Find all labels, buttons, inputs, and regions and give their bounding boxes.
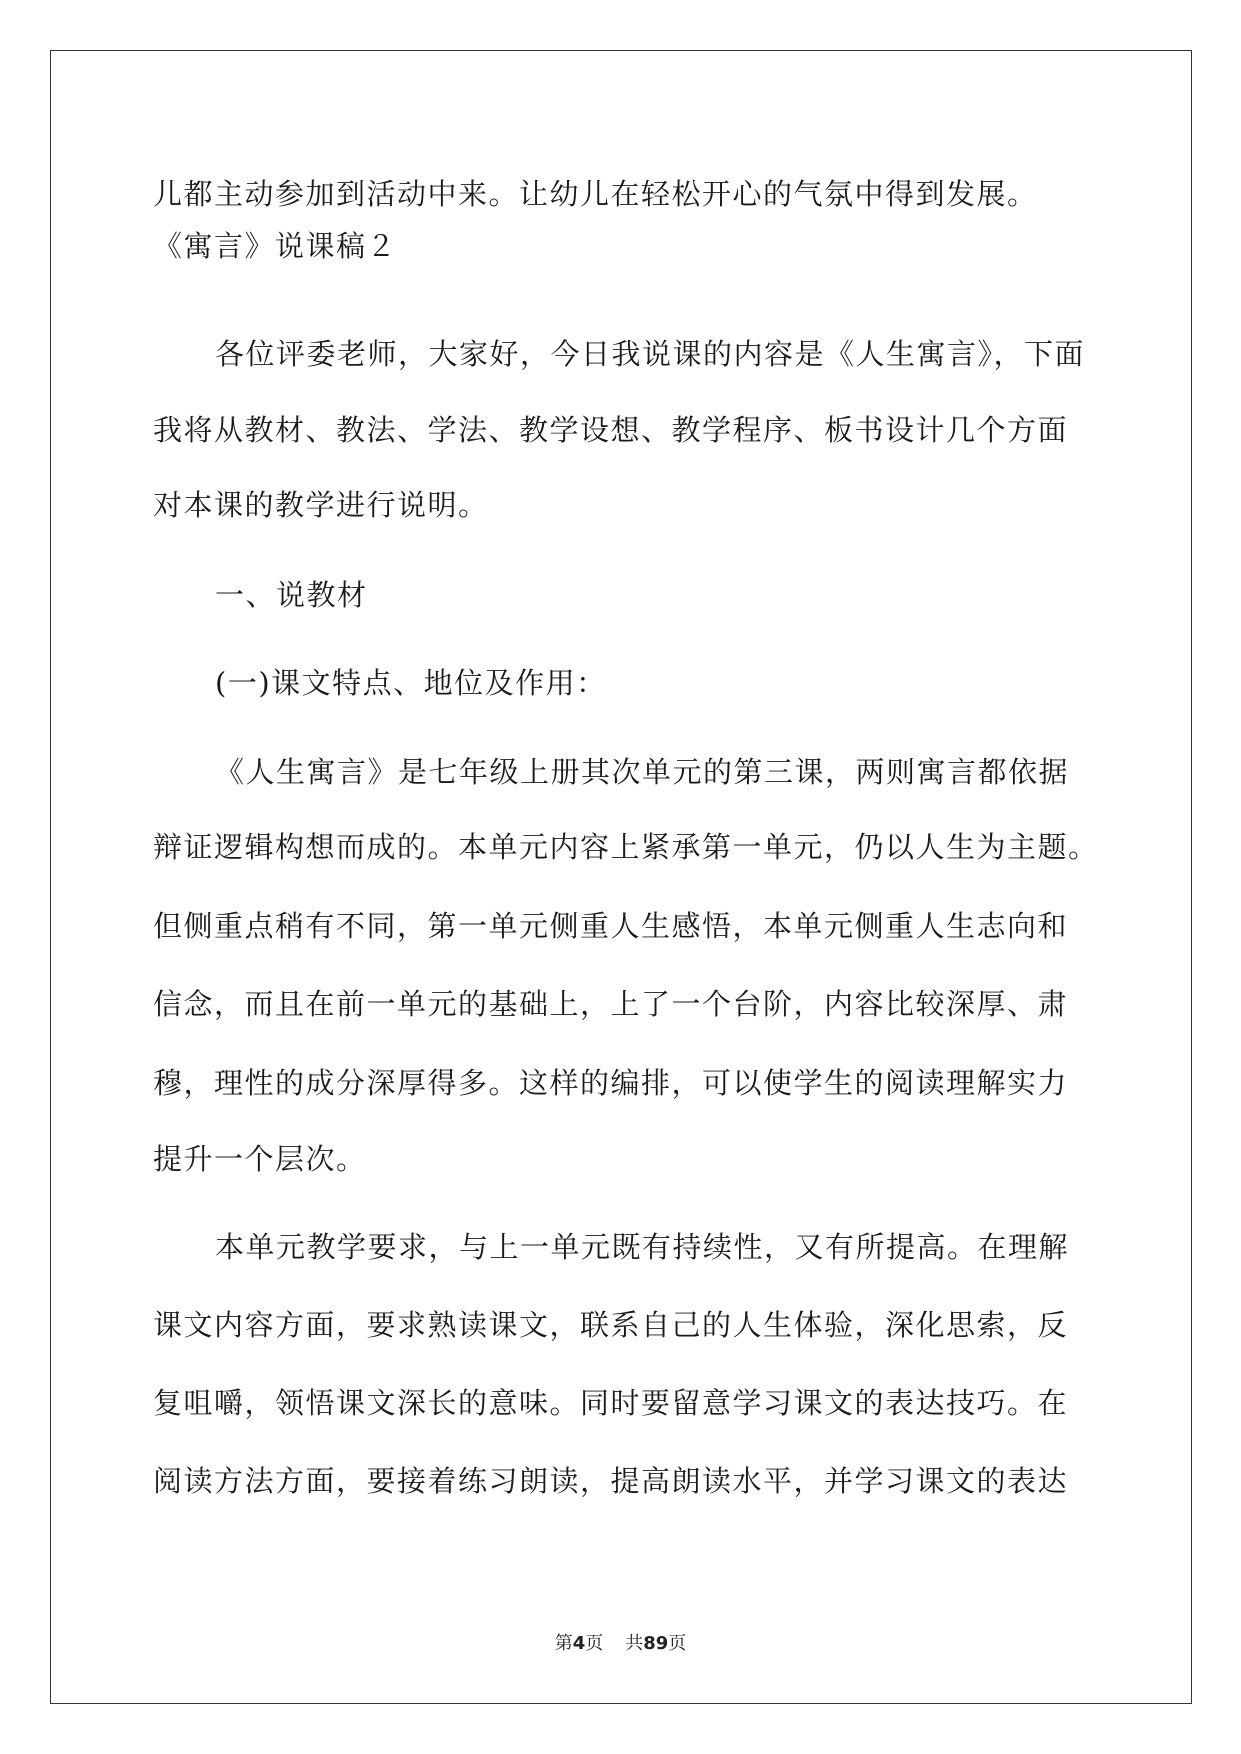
paragraph-line: 我将从教材、教法、学法、教学设想、教学程序、板书设计几个方面 <box>153 413 1069 447</box>
total-prefix: 共 <box>625 1633 644 1654</box>
paragraph-line: 各位评委老师，大家好，今日我说课的内容是《人生寓言》，下面 <box>215 337 1086 371</box>
total-suffix: 页 <box>668 1633 687 1654</box>
current-page-number: 4 <box>572 1633 586 1654</box>
paragraph-line: 复咀嚼，领悟课文深长的意味。同时要留意学习课文的表达技巧。在 <box>153 1386 1069 1420</box>
section-title: 《寓言》说课稿２ <box>153 229 398 263</box>
total-page-number: 89 <box>643 1633 669 1654</box>
subheading-line: (一)课文特点、地位及作用： <box>215 666 607 700</box>
paragraph-line: 对本课的教学进行说明。 <box>153 488 489 522</box>
paragraph-line: 但侧重点稍有不同，第一单元侧重人生感悟，本单元侧重人生志向和 <box>153 909 1069 943</box>
page-footer <box>0 1629 1241 1655</box>
page-prefix: 第 <box>554 1633 573 1654</box>
paragraph-line: 本单元教学要求，与上一单元既有持续性，又有所提高。在理解 <box>215 1230 1070 1264</box>
paragraph-line: 课文内容方面，要求熟读课文，联系自己的人生体验，深化思索，反 <box>153 1308 1069 1342</box>
paragraph-line: 提升一个层次。 <box>153 1142 367 1176</box>
page-suffix: 页 <box>585 1633 604 1654</box>
heading-line: 一、说教材 <box>215 578 368 612</box>
paragraph-line: 阅读方法方面，要接着练习朗读，提高朗读水平，并学习课文的表达 <box>153 1464 1069 1498</box>
paragraph-line: 信念，而且在前一单元的基础上，上了一个台阶，内容比较深厚、肃 <box>153 987 1069 1021</box>
paragraph-line: 穆，理性的成分深厚得多。这样的编排，可以使学生的阅读理解实力 <box>153 1066 1069 1100</box>
paragraph-line: 儿都主动参加到活动中来。让幼儿在轻松开心的气氛中得到发展。 <box>153 177 1038 211</box>
paragraph-line: 《人生寓言》是七年级上册其次单元的第三课，两则寓言都依据 <box>215 755 1070 789</box>
paragraph-line: 辩证逻辑构想而成的。本单元内容上紧承第一单元，仍以人生为主题。 <box>153 830 1099 864</box>
page-border <box>50 50 1192 1704</box>
